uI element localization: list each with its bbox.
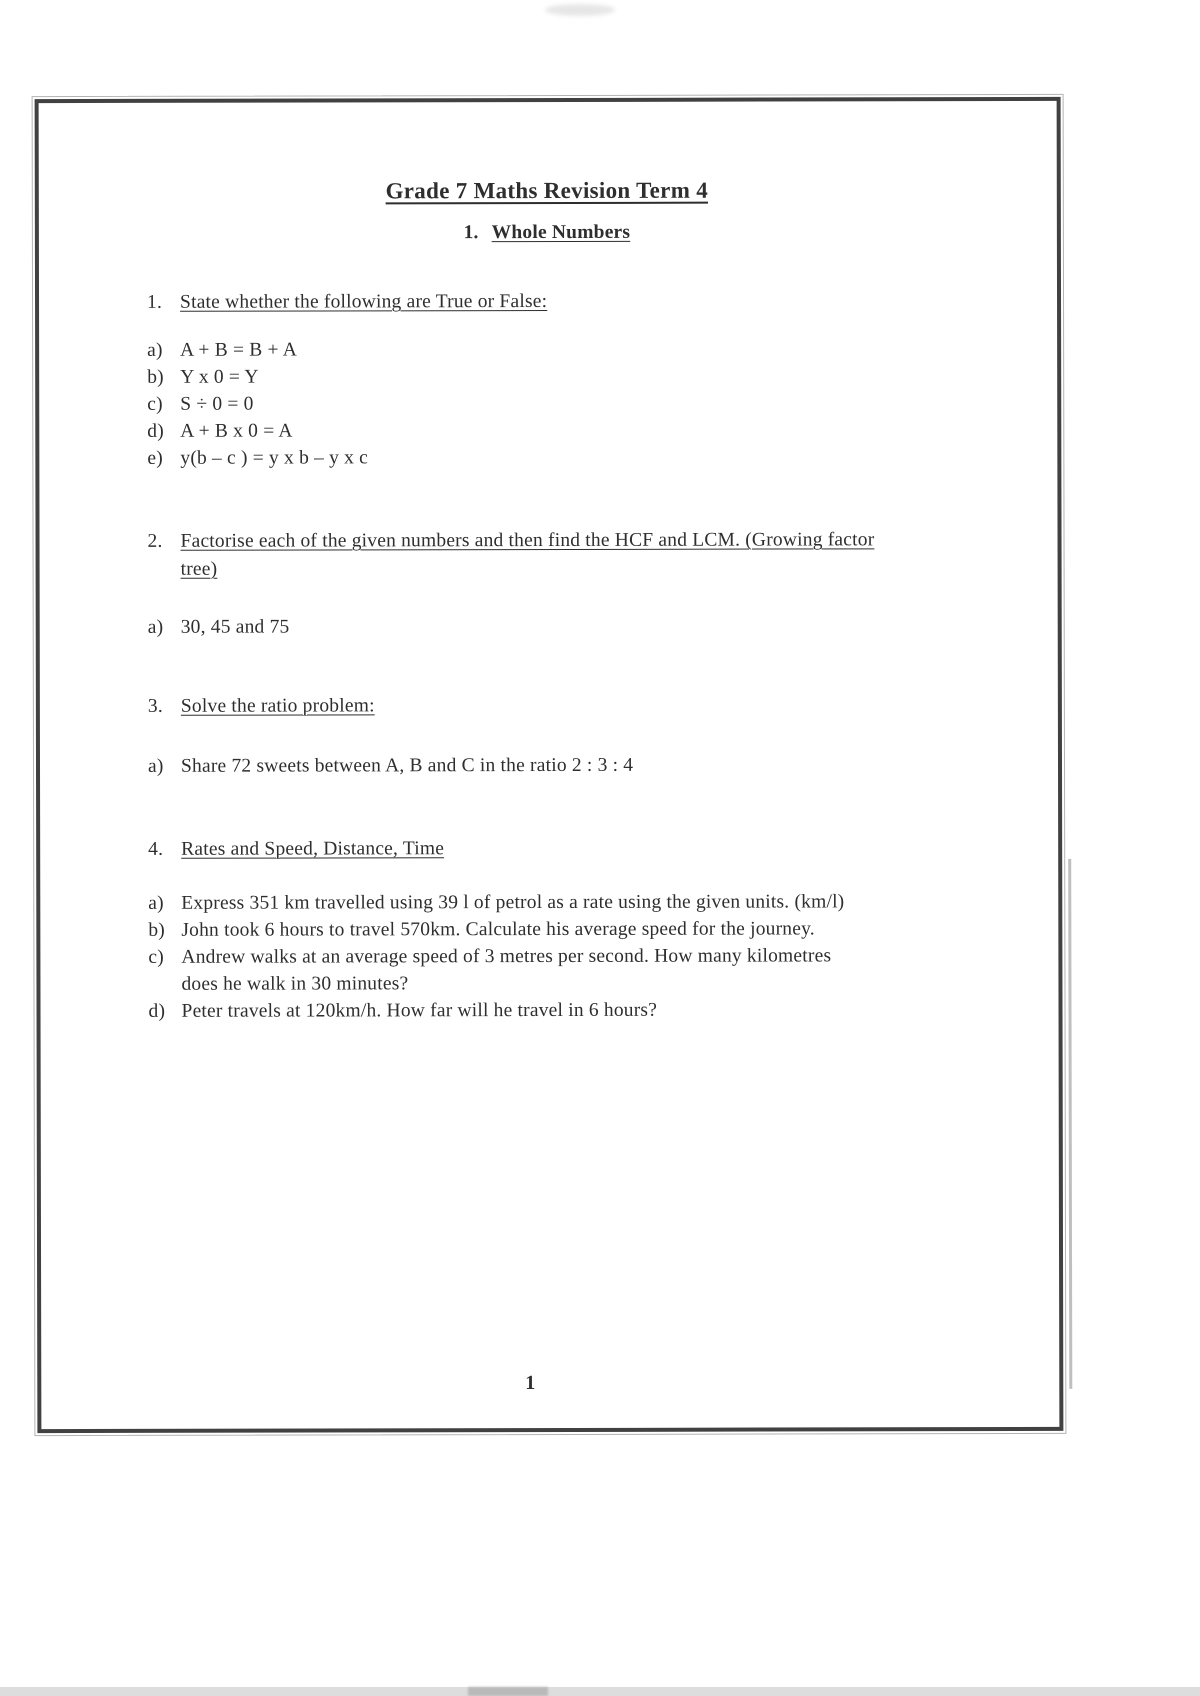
section-heading-text: Solve the ratio problem: xyxy=(180,695,375,717)
subtitle-text: Whole Numbers xyxy=(491,221,631,244)
item-label: a) xyxy=(147,339,163,361)
item-text: y(b – c ) = y x b – y x c xyxy=(180,447,369,469)
page-title-text: Grade 7 Maths Revision Term 4 xyxy=(385,177,709,204)
section-heading-3 xyxy=(148,691,988,721)
item-label: a) xyxy=(147,755,164,777)
question-item xyxy=(148,915,988,944)
page-border xyxy=(35,97,1064,1433)
document-page xyxy=(39,101,1060,1429)
item-text: Peter travels at 120km/h. How far will he travel in 6 hours? xyxy=(181,999,658,1022)
section-number: 3. xyxy=(147,695,163,717)
item-text: A + B = B + A xyxy=(180,339,298,361)
subtitle-number: 1. xyxy=(463,222,479,244)
item-label: e) xyxy=(147,447,163,469)
scan-streak-right xyxy=(1068,859,1072,1389)
item-text: Y x 0 = Y xyxy=(180,366,259,388)
question-item xyxy=(147,362,987,391)
item-label: a) xyxy=(148,892,164,914)
question-item xyxy=(148,996,988,1025)
question-item xyxy=(147,416,987,445)
section-number: 2. xyxy=(147,530,163,552)
question-item xyxy=(147,443,987,472)
item-label: c) xyxy=(148,946,164,968)
section-heading-text: Rates and Speed, Distance, Time xyxy=(181,838,445,860)
section-heading-text: Factorise each of the given numbers and then find the HCF and LCM. (Growing factor tree) xyxy=(180,529,875,580)
page-title xyxy=(147,177,947,205)
item-text: 30, 45 and 75 xyxy=(180,616,290,638)
section-heading-text: State whether the following are True or False: xyxy=(180,291,548,313)
item-text: S ÷ 0 = 0 xyxy=(180,393,254,415)
item-text: Express 351 km travelled using 39 l of petrol as a rate using the given units. (km/l) xyxy=(181,891,845,914)
item-text: John took 6 hours to travel 570km. Calculate his average speed for the journey. xyxy=(181,918,815,941)
item-label: d) xyxy=(147,420,164,442)
scan-edge-bottom xyxy=(0,1687,1200,1696)
item-label: d) xyxy=(148,1000,166,1022)
section-heading-2 xyxy=(148,526,988,584)
section-4-items xyxy=(148,888,988,1025)
item-label: a) xyxy=(147,616,164,638)
question-item xyxy=(148,888,988,917)
section-heading-1 xyxy=(147,287,987,317)
item-label: c) xyxy=(147,393,163,415)
section-heading-4 xyxy=(148,834,988,864)
item-text: Share 72 sweets between A, B and C in the ratio 2 : 3 : 4 xyxy=(180,754,634,777)
question-item xyxy=(148,942,988,998)
question-item xyxy=(147,335,987,364)
page-subtitle xyxy=(147,221,947,245)
section-number: 1. xyxy=(147,291,163,313)
scan-smudge-bottom xyxy=(468,1687,548,1696)
item-text: Andrew walks at an average speed of 3 metres per second. How many kilometres does he walk in 30 minutes? xyxy=(181,945,832,995)
section-1-items xyxy=(147,335,987,472)
item-label: b) xyxy=(148,919,166,941)
question-item xyxy=(148,612,988,641)
question-item xyxy=(148,751,988,780)
question-item xyxy=(147,389,987,418)
item-text: A + B x 0 = A xyxy=(180,420,293,442)
scan-smudge-top xyxy=(545,4,615,16)
item-label: b) xyxy=(147,366,164,388)
section-number: 4. xyxy=(148,838,164,860)
page-number: 1 xyxy=(525,1372,536,1395)
